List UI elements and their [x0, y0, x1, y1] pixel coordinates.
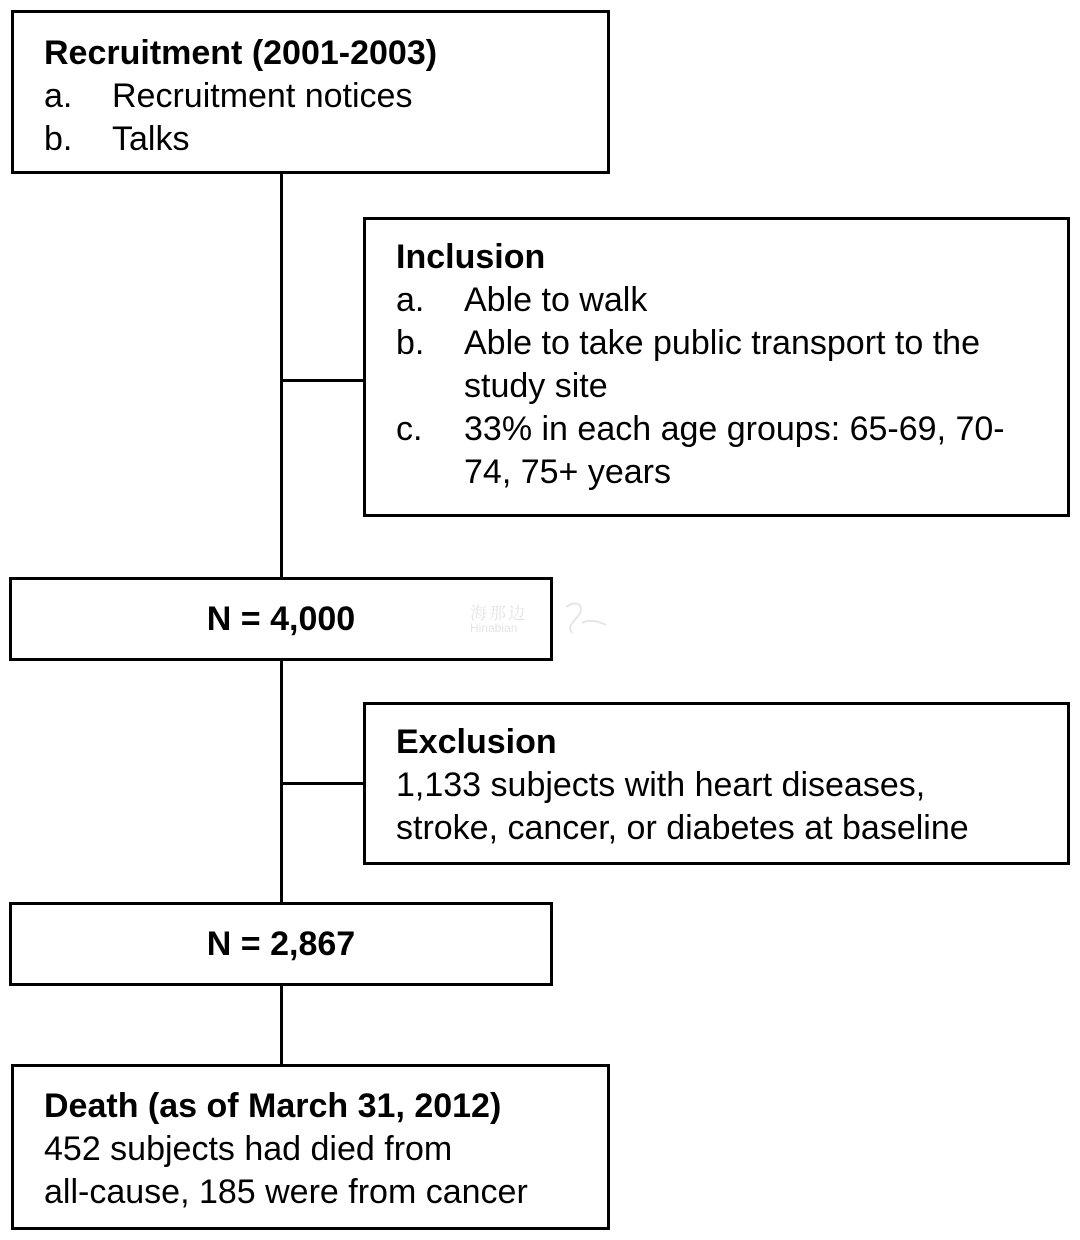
connector-trunk-upper — [280, 172, 283, 580]
n-2867-box — [9, 902, 553, 986]
list-text: 33% in each age groups: 65-69, 70-74, 75+ years — [464, 410, 1005, 491]
watermark-logo-icon — [558, 601, 608, 637]
recruitment-item — [44, 75, 607, 118]
inclusion-box — [363, 217, 1070, 517]
death-line: 452 subjects had died from — [44, 1130, 453, 1168]
list-text: Able to walk — [464, 281, 648, 319]
list-marker: c. — [396, 410, 423, 448]
death-line: all-cause, 185 were from cancer — [44, 1173, 528, 1211]
inclusion-title: Inclusion — [396, 238, 546, 276]
exclusion-line: stroke, cancer, or diabetes at baseline — [396, 809, 969, 847]
list-text: Recruitment notices — [112, 77, 413, 115]
death-title: Death (as of March 31, 2012) — [44, 1087, 502, 1125]
watermark-latin-text: Hinabian — [470, 621, 518, 635]
inclusion-item — [396, 408, 1047, 494]
connector-to-exclusion — [280, 782, 365, 785]
list-marker: a. — [396, 281, 425, 319]
recruitment-title: Recruitment (2001-2003) — [44, 34, 438, 72]
watermark-chinese-text: 海那边 — [470, 604, 527, 623]
list-marker: b. — [44, 120, 73, 158]
connector-to-inclusion — [280, 379, 365, 382]
n-4000-label: N = 4,000 — [206, 600, 356, 638]
list-marker: a. — [44, 77, 73, 115]
recruitment-box — [11, 10, 610, 174]
list-text: Talks — [112, 120, 190, 158]
n-2867-label: N = 2,867 — [206, 925, 356, 963]
recruitment-item — [44, 118, 607, 161]
exclusion-box — [363, 702, 1070, 865]
n-4000-box — [9, 577, 553, 661]
list-marker: b. — [396, 324, 425, 362]
list-text: Able to take public transport to the study site — [464, 324, 980, 405]
connector-trunk-lower — [280, 983, 283, 1067]
exclusion-title: Exclusion — [396, 723, 557, 761]
death-box — [11, 1064, 610, 1230]
inclusion-item — [396, 322, 1047, 408]
inclusion-item — [396, 279, 1047, 322]
exclusion-line: 1,133 subjects with heart diseases, — [396, 766, 926, 804]
